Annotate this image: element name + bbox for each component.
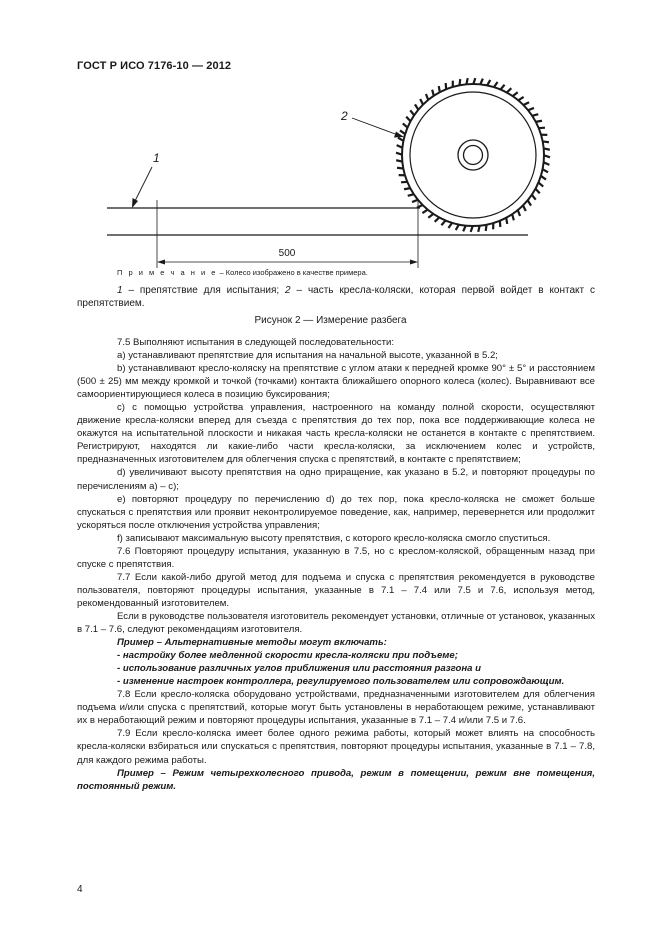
body-text xyxy=(77,336,595,793)
paragraph: d) увеличивают высоту препятствия на одно приращение, как указано в 5.2, и повторяют процедуры по перечислениям а) – с); xyxy=(77,467,595,492)
paragraph: 7.5 Выполняют испытания в следующей последовательности: xyxy=(117,337,394,348)
page-header: ГОСТ Р ИСО 7176-10 — 2012 xyxy=(77,60,232,72)
label-2: 2 xyxy=(341,109,348,123)
paragraph: Если в руководстве пользователя изготовитель рекомендует установки, отличные от установок, указанных в 7.1 – 7.6, следуют рекомендациям изготовителя. xyxy=(77,610,595,636)
paragraph: е) повторяют процедуру по перечислению d) до тех пор, пока кресло-коляска не сможет больше спускаться с препятствия или проявит неконтролируемое поведение, как, например, перевернется или продолжит ускоряться после отключения устройства управления; xyxy=(77,493,595,531)
figure-legend: 1 – препятствие для испытания; 2 – часть кресла-коляски, которая первой войдет в контакт с препятствием. xyxy=(77,285,595,309)
page-number: 4 xyxy=(77,884,83,895)
paragraph: - изменение настроек контроллера, регулируемого пользователем или сопровождающим. xyxy=(117,676,565,688)
paragraph: 7.7 Если какой-либо другой метод для подъема и спуска с препятствия рекомендуется в руководстве пользователя, повторяют процедуры испытания, указанные в 7.1 – 7.4 или 7.5 и 7.6, используя метод, рекомендованный изготовителем. xyxy=(77,571,595,609)
paragraph: 7.6 Повторяют процедуру испытания, указанную в 7.5, но с креслом-коляской, обращенным назад при спуске с препятствия. xyxy=(77,545,595,570)
paragraph: Пример – Альтернативные методы могут включать: xyxy=(117,637,387,649)
paragraph: f) записывают максимальную высоту препятствия, с которого кресло-коляска смогло спуститься. xyxy=(117,532,551,544)
dimension-value: 500 xyxy=(278,248,296,259)
paragraph: 7.9 Если кресло-коляска имеет более одного режима работы, который может влиять на способность кресла-коляски взбираться или спускаться с препятствия, повторяют процедуры испытания, указанные в 7.1 – 7.8, для каждого режима работы. xyxy=(77,728,595,766)
paragraph: а) устанавливают препятствие для испытания на начальной высоте, указанной в 5.2; xyxy=(117,350,498,362)
paragraph: b) устанавливают кресло-коляску на препятствие с углом атаки к передней кромке 90° ± 5° и расстоянием (500 ± 25) мм между кромкой и точкой (точками) контакта ближайшего опорного колеса (колес). Выравнивают все самоориентирующиеся колеса в позицию буксирования; xyxy=(77,363,595,401)
paragraph: - настройку более медленной скорости кресла-коляски при подъеме; xyxy=(117,650,458,662)
wheel xyxy=(396,78,550,232)
paragraph: с) с помощью устройства управления, настроенного на команду полной скорости, осуществляют движение кресла-коляски вперед для съезда с препятствия до тех пор, пока все поддерживающие колеса не окажутся на испытательной плоскости и никакая часть кресла-коляски не останется в контакте с препятствием. Регистрируют, находятся ли какие-либо части кресла-коляски, за исключением колес и устройств, предназначенных изготовителем для облегчения спуска с препятствий, в контакте с препятствием; xyxy=(77,402,595,466)
figure-note: П р и м е ч а н и е – Колесо изображено в качестве примера. xyxy=(117,268,368,277)
label-1: 1 xyxy=(153,151,160,165)
paragraph: 7.8 Если кресло-коляска оборудовано устройствами, предназначенными изготовителем для облегчения подъема и/или спуска с препятствий, которые могут быть установлены в неработающем режиме, устанавливают их в неработающий режим и повторяют процедуры испытания, указанные в 7.1 – 7.4 и/или 7.5 и 7.6. xyxy=(77,689,595,727)
paragraph: - использование различных углов приближения или расстояния разгона и xyxy=(117,663,482,675)
paragraph: Пример – Режим четырехколесного привода, режим в помещении, режим вне помещения, постоянный режим. xyxy=(77,767,595,792)
figure-title: Рисунок 2 — Измерение разбега xyxy=(254,315,407,326)
figure-2-diagram xyxy=(0,0,661,300)
